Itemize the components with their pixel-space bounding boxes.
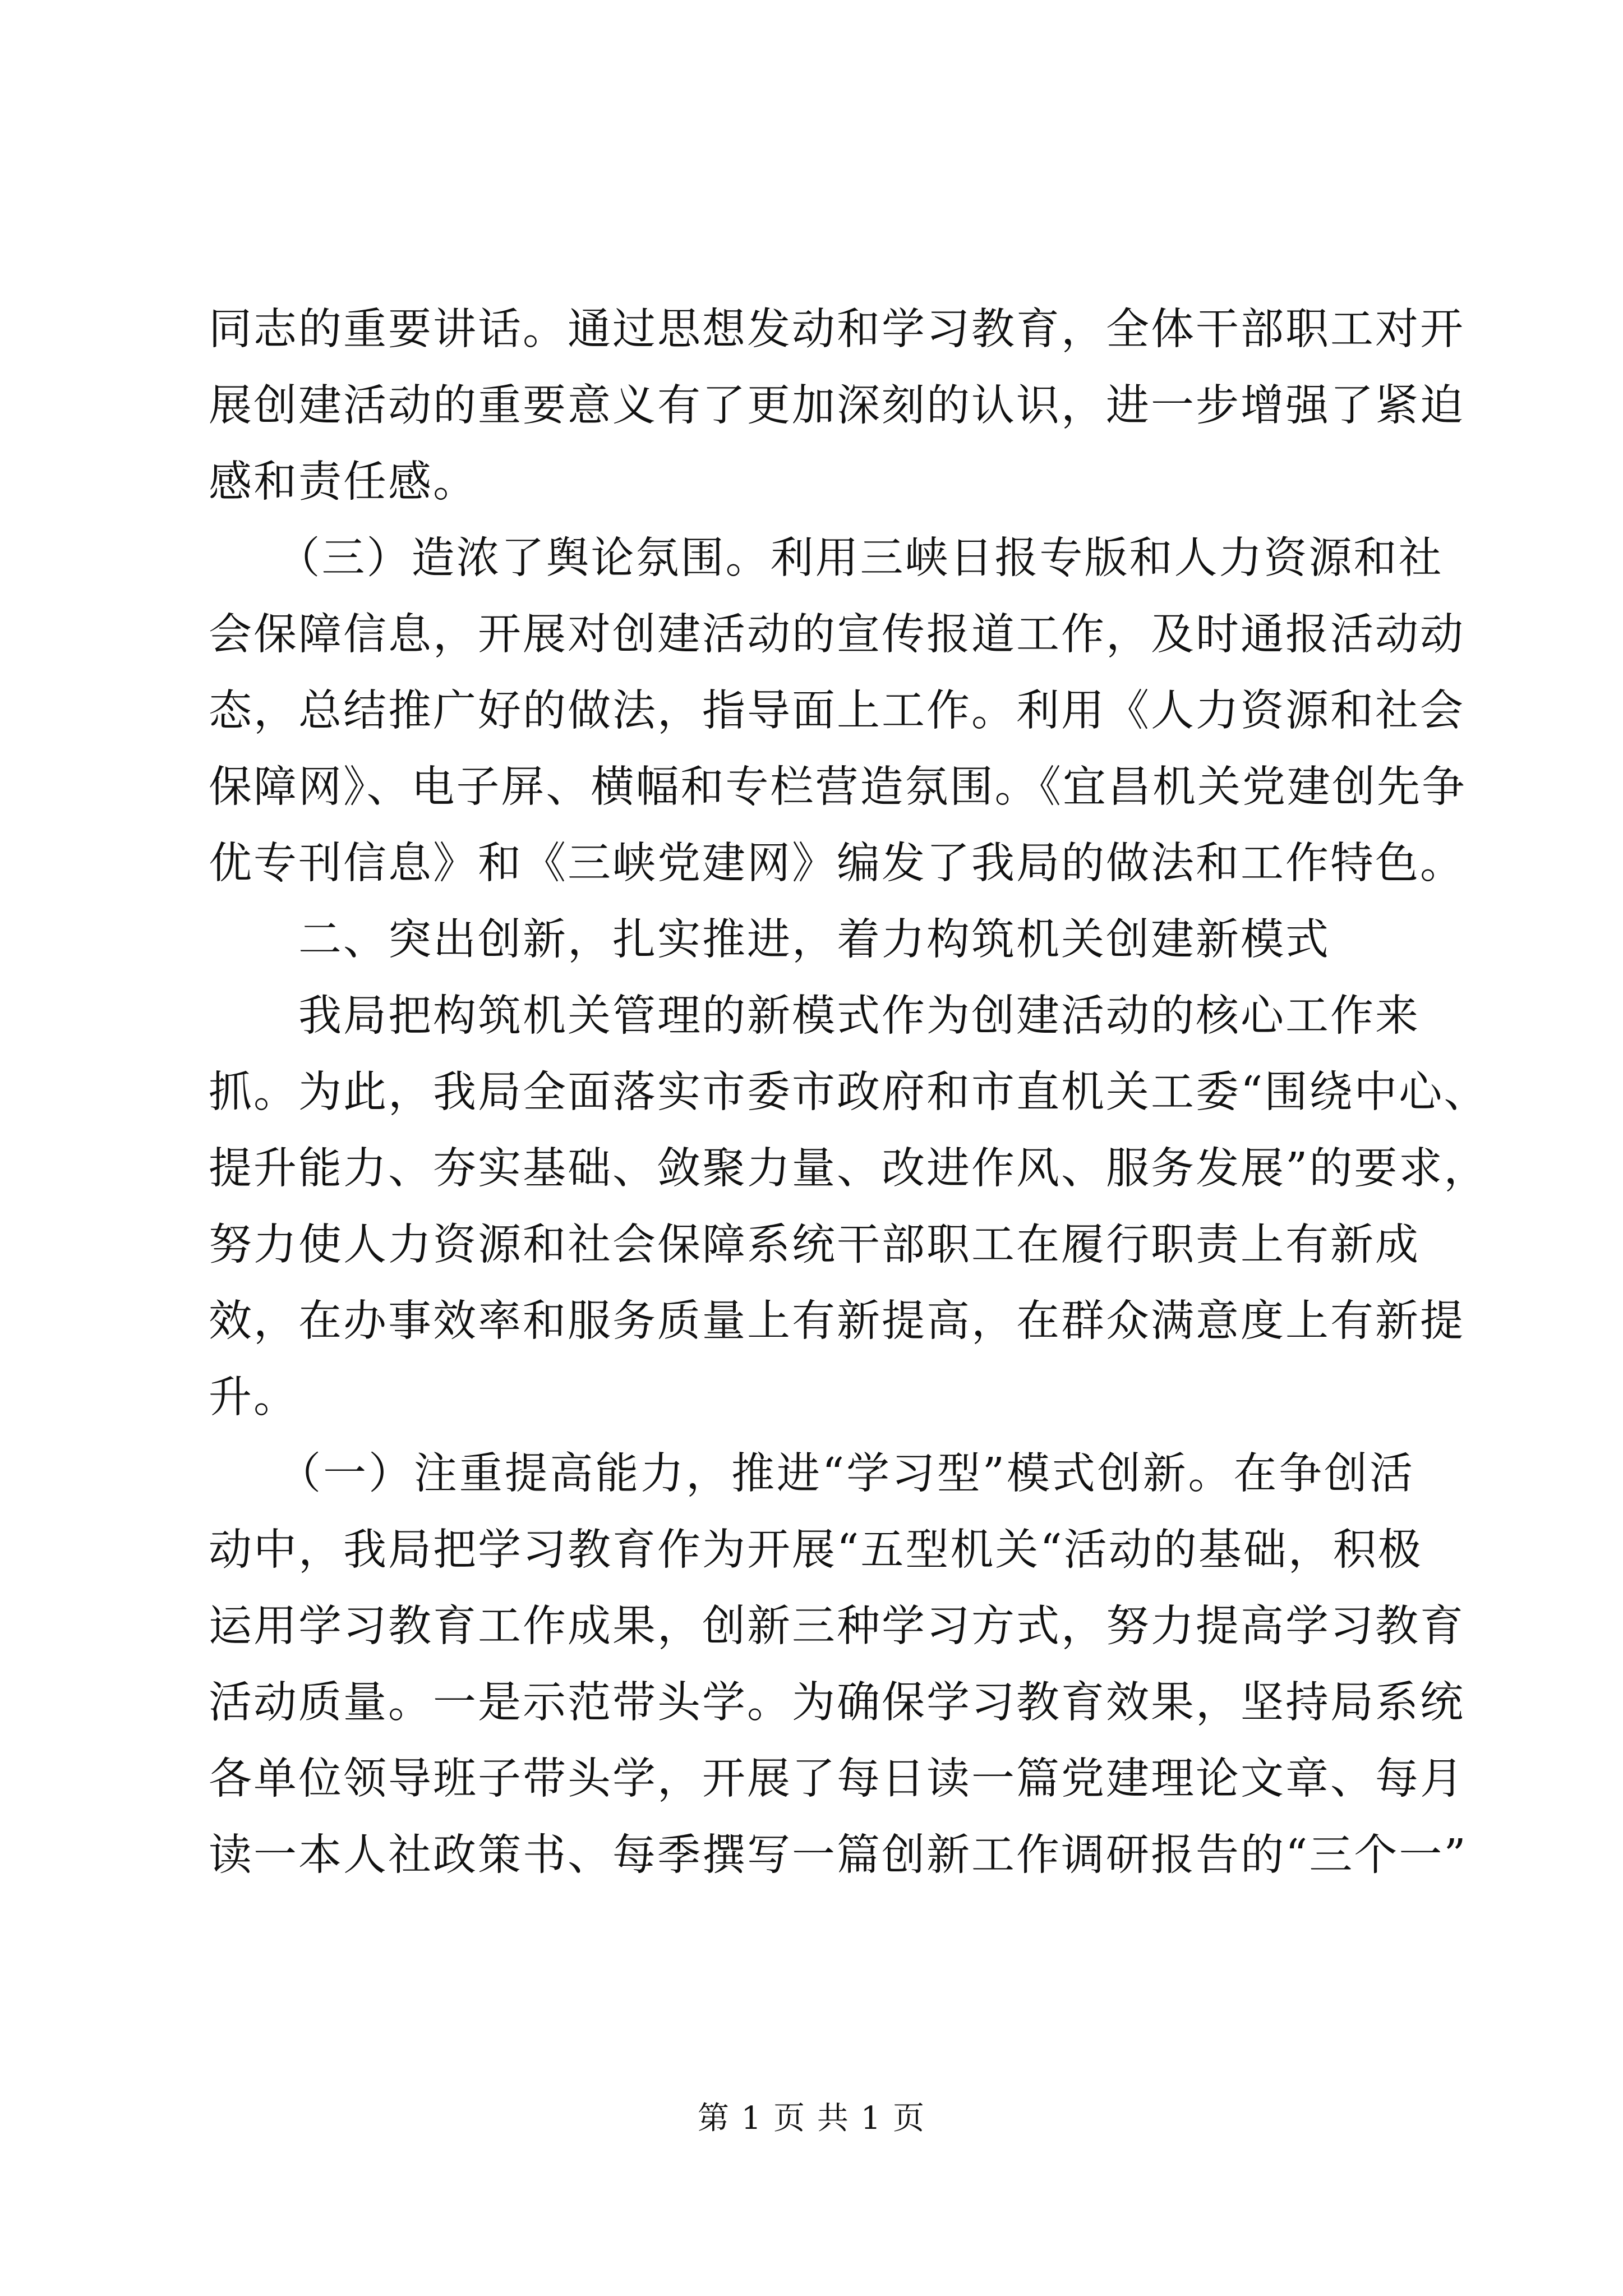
text-line: 同志的重要讲话。通过思想发动和学习教育，全体干部职工对开 <box>209 305 1465 355</box>
text-line: 态，总结推广好的做法，指导面上工作。利用《人力资源和社会 <box>209 686 1465 736</box>
text-line: 努力使人力资源和社会保障系统干部职工在履行职责上有新成 <box>209 1220 1420 1270</box>
section-heading: 二、突出创新，扎实推进，着力构筑机关创建新模式 <box>209 915 1330 965</box>
text-line: 读一本人社政策书、每季撰写一篇创新工作调研报告的“三个一” <box>209 1830 1468 1880</box>
text-line: 升。 <box>209 1373 298 1423</box>
text-line: 活动质量。一是示范带头学。为确保学习教育效果，坚持局系统 <box>209 1678 1465 1728</box>
text-line: 感和责任感。 <box>209 457 478 507</box>
text-line: 动中，我局把学习教育作为开展“五型机关“活动的基础，积极 <box>209 1525 1423 1575</box>
text-line: 效，在办事效率和服务质量上有新提高，在群众满意度上有新提 <box>209 1296 1465 1346</box>
text-line: 我局把构筑机关管理的新模式作为创建活动的核心工作来 <box>209 991 1420 1041</box>
text-line: 运用学习教育工作成果，创新三种学习方式，努力提高学习教育 <box>209 1602 1465 1651</box>
text-line: （三）造浓了舆论氛围。利用三峡日报专版和人力资源和社 <box>209 533 1444 583</box>
document-body <box>209 292 1489 1894</box>
text-line: 各单位领导班子带头学，开展了每日读一篇党建理论文章、每月 <box>209 1754 1465 1804</box>
text-line: 展创建活动的重要意义有了更加深刻的认识，进一步增强了紧迫 <box>209 381 1465 431</box>
page-footer: 第 1 页 共 1 页 <box>697 2100 926 2137</box>
text-line: 保障网》、电子屏、横幅和专栏营造氛围。《宜昌机关党建创先争 <box>209 762 1467 812</box>
text-line: 提升能力、夯实基础、敛聚力量、改进作风、服务发展”的要求， <box>209 1144 1489 1194</box>
text-line: （一）注重提高能力，推进“学习型”模式创新。在争创活 <box>209 1449 1414 1499</box>
text-line: 会保障信息，开展对创建活动的宣传报道工作，及时通报活动动 <box>209 610 1465 660</box>
text-line: 抓。为此，我局全面落实市委市政府和市直机关工委“围绕中心、 <box>209 1068 1489 1117</box>
text-line: 优专刊信息》和《三峡党建网》编发了我局的做法和工作特色。 <box>209 839 1465 889</box>
